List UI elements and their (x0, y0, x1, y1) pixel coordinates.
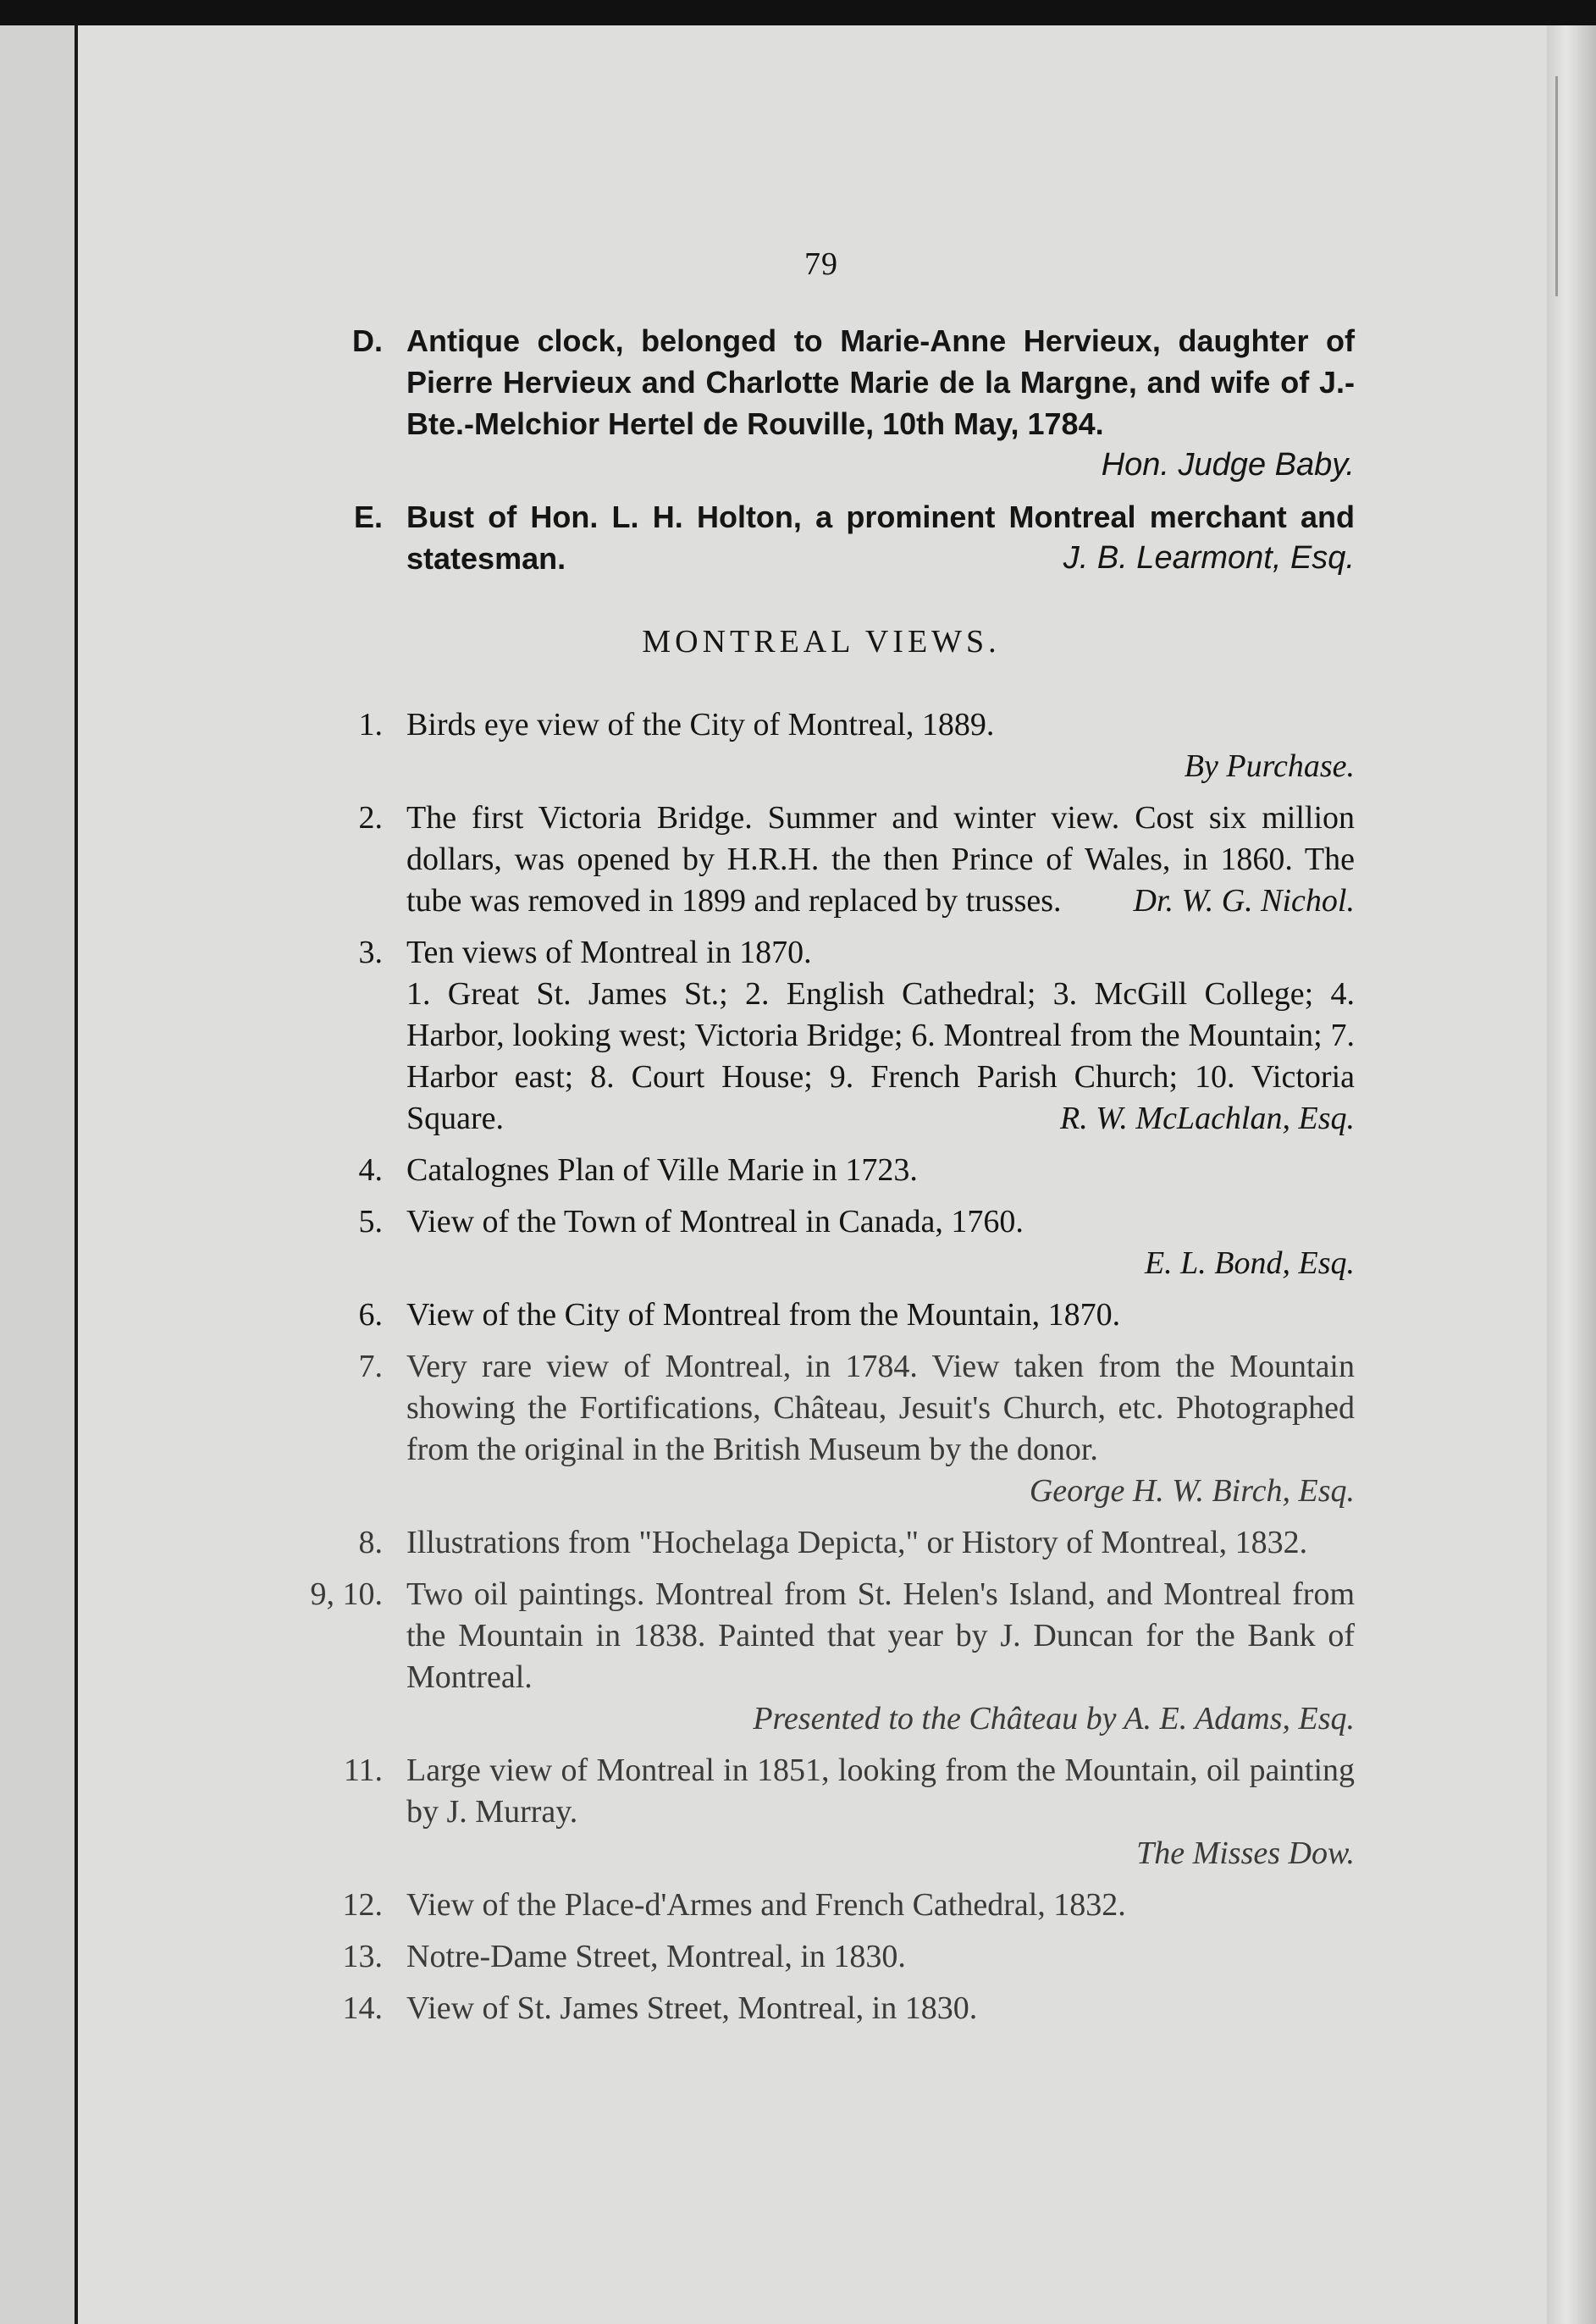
page-crease (1555, 76, 1558, 296)
view-entry-2 (288, 798, 1355, 922)
entry-text: The first Victoria Bridge. Summer and winter view. Cost six million dollars, was opened by H.R.H. the then Prince of Wales, in 1860. The tube was removed in 1899 and replaced by trusses. Dr. W. G. Nichol. (406, 798, 1355, 922)
entry-credit: By Purchase. (1184, 748, 1355, 784)
entry-d (288, 320, 1355, 486)
entry-text: View of the Place-d'Armes and French Cathedral, 1832. (406, 1887, 1126, 1923)
entry-label: 8. (358, 1525, 383, 1560)
entry-label: 13. (342, 1939, 383, 1974)
entry-label: E. (353, 500, 383, 534)
entry-text: Birds eye view of the City of Montreal, 1889. (406, 707, 995, 742)
entry-e (288, 496, 1355, 579)
entry-text: Bust of Hon. L. H. Holton, a prominent Montreal merchant and statesman. J. B. Learmont, Esq. (406, 496, 1355, 579)
entry-label: 5. (358, 1204, 383, 1239)
view-entry-14 (288, 1988, 1355, 2029)
view-entry-8 (288, 1522, 1355, 1564)
view-entry-6 (288, 1294, 1355, 1336)
facing-page-edge (0, 25, 75, 2324)
view-entry-4 (288, 1150, 1355, 1191)
entry-credit: R. W. McLachlan, Esq. (1060, 1101, 1355, 1136)
view-entry-13 (288, 1936, 1355, 1978)
view-entry-1 (288, 704, 1355, 787)
entry-credit: Hon. Judge Baby. (1101, 447, 1355, 483)
entry-text: Antique clock, belonged to Marie-Anne Hervieux, daughter of Pierre Hervieux and Charlotte Marie de la Margne, and wife of J.-Bte.-Melchior Hertel de Rouville, 10th May, 1784. Hon. Judge Baby. (406, 320, 1355, 444)
entry-credit: E. L. Bond, Esq. (1144, 1245, 1355, 1281)
section-heading: MONTREAL VIEWS. (642, 624, 1001, 660)
entry-text: View of St. James Street, Montreal, in 1830. (406, 1990, 978, 2026)
entry-text: Illustrations from "Hochelaga Depicta," or History of Montreal, 1832. (406, 1525, 1308, 1560)
entry-text: Ten views of Montreal in 1870. (406, 935, 812, 970)
view-entry-7 (288, 1346, 1355, 1512)
entry-label: 11. (343, 1753, 383, 1788)
entry-text: Catalognes Plan of Ville Marie in 1723. (406, 1152, 918, 1188)
entry-credit: George H. W. Birch, Esq. (1029, 1473, 1355, 1509)
entry-text: Large view of Montreal in 1851, looking from the Mountain, oil painting by J. Murray. (406, 1753, 1355, 1830)
view-entry-3 (288, 932, 1355, 1140)
page-number: 79 (804, 246, 838, 282)
view-entry-9-10 (288, 1574, 1355, 1740)
view-entry-11 (288, 1750, 1355, 1874)
entry-label: 9, 10. (310, 1576, 383, 1612)
entry-credit: Presented to the Château by A. E. Adams, Esq. (753, 1701, 1355, 1736)
entry-text: Very rare view of Montreal, in 1784. View taken from the Mountain showing the Fortifications, Château, Jesuit's Church, etc. Photographed from the original in the British Museum by the donor. (406, 1349, 1355, 1467)
entry-label: 4. (358, 1152, 383, 1188)
entry-text: View of the Town of Montreal in Canada, 1760. (406, 1204, 1024, 1239)
entry-label: 7. (358, 1349, 383, 1384)
view-entry-12 (288, 1885, 1355, 1926)
entry-label: 6. (358, 1297, 383, 1333)
view-entry-5 (288, 1201, 1355, 1284)
entry-label: 14. (342, 1990, 383, 2026)
entry-label: 1. (358, 707, 383, 742)
entry-label: 3. (358, 935, 383, 970)
entry-credit: J. B. Learmont, Esq. (1063, 540, 1355, 576)
entry-credit: Dr. W. G. Nichol. (1133, 883, 1355, 919)
entry-text: Two oil paintings. Montreal from St. Helen's Island, and Montreal from the Mountain in 1838. Painted that year by J. Duncan for the Bank of Montreal. (406, 1576, 1355, 1695)
entry-text: View of the City of Montreal from the Mountain, 1870. (406, 1297, 1121, 1333)
page-content (288, 246, 1355, 2040)
page-stack-edge (1547, 25, 1596, 2324)
entry-label: 12. (342, 1887, 383, 1923)
entry-label: 2. (358, 800, 383, 836)
entry-text: Notre-Dame Street, Montreal, in 1830. (406, 1939, 906, 1974)
entry-label: D. (352, 323, 383, 358)
entry-credit: The Misses Dow. (1136, 1835, 1355, 1871)
entry-subtext: 1. Great St. James St.; 2. English Cathedral; 3. McGill College; 4. Harbor, looking west; Victoria Bridge; 6. Montreal from the Mountain; 7. Harbor east; 8. Court House; 9. French Parish Church; 10. Victoria Square. R. W. McLachlan, Esq. (406, 974, 1355, 1140)
